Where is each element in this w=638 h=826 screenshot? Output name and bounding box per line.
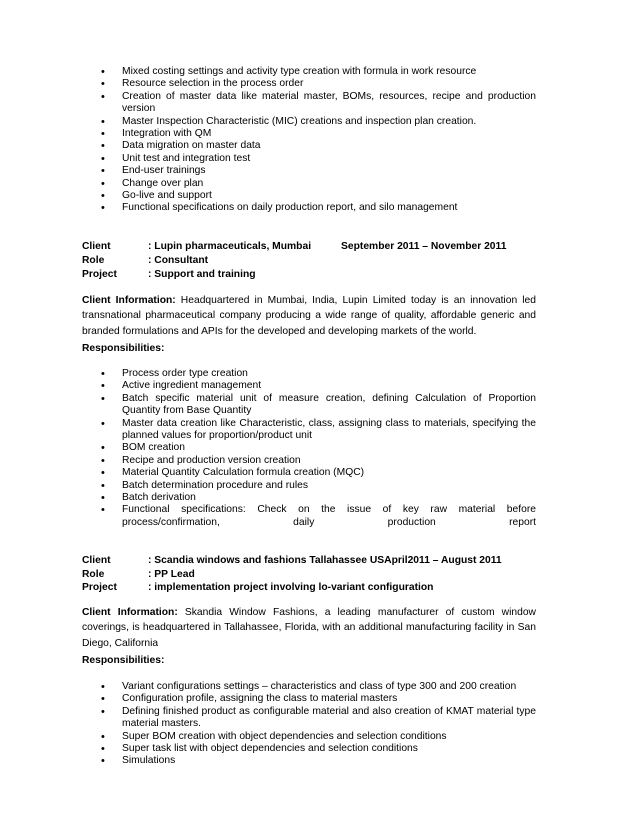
list-item: • Super BOM creation with object dependencies and selection conditions xyxy=(100,731,536,743)
project-dates: September 2011 – November 2011 xyxy=(341,241,507,252)
list-item: • Active ingredient management xyxy=(100,380,536,392)
list-item: • Master data creation like Characteristic, class, assigning class to materials, specifying the planned values for proportion/product unit xyxy=(100,418,536,443)
list-item: • Integration with QM xyxy=(100,128,536,140)
client-info-label: Client Information: xyxy=(82,607,178,618)
list-item: • Batch determination procedure and rules xyxy=(100,480,536,492)
list-item: • Go-live and support xyxy=(100,190,536,202)
client-info-text: Headquartered in Mumbai, India, Lupin Limited today is an innovation led transnational pharmaceutical company producing a wide range of quality, affordable generic and branded formulations and APIs for the developed and developing markets of the world. xyxy=(82,295,536,337)
list-item: • Functional specifications on daily production report, and silo management xyxy=(100,202,536,214)
list-item: • Variant configurations settings – characteristics and class of type 300 and 200 creation xyxy=(100,681,536,693)
project-value: : implementation project involving lo-variant configuration xyxy=(148,582,434,593)
list-item: • Master Inspection Characteristic (MIC) creations and inspection plan creation. xyxy=(100,116,536,128)
list-item: • Configuration profile, assigning the class to material masters xyxy=(100,693,536,705)
list-item: • Change over plan xyxy=(100,178,536,190)
client-label: Client xyxy=(82,555,111,566)
role-label: Role xyxy=(82,569,105,580)
client-info-label: Client Information: xyxy=(82,295,176,306)
project1-client-info xyxy=(82,293,536,339)
project2-bullet-list xyxy=(100,681,536,768)
list-item: • Material Quantity Calculation formula creation (MQC) xyxy=(100,467,536,479)
list-item: • Creation of master data like material master, BOMs, resources, recipe and production version xyxy=(100,91,536,116)
client-value: : Lupin pharmaceuticals, Mumbai xyxy=(148,241,312,252)
list-item: • Batch derivation xyxy=(100,492,536,504)
project-label: Project xyxy=(82,582,117,593)
list-item: • Mixed costing settings and activity type creation with formula in work resource xyxy=(100,66,536,78)
list-item: • Process order type creation xyxy=(100,368,536,380)
role-label: Role xyxy=(82,255,105,266)
project1-responsibilities-heading: Responsibilities: xyxy=(82,343,165,354)
list-item: • Unit test and integration test xyxy=(100,153,536,165)
client-info-text: Skandia Window Fashions, a leading manufacturer of custom window coverings, is headquartered in Tallahassee, Florida, with an additional manufacturing facility in San Diego, California xyxy=(82,607,536,649)
client-label: Client xyxy=(82,241,111,252)
list-item: • Data migration on master data xyxy=(100,140,536,152)
project2-client-info xyxy=(82,605,536,651)
project1-bullet-list xyxy=(100,368,536,529)
list-item: • End-user trainings xyxy=(100,165,536,177)
list-item: • Simulations xyxy=(100,755,536,767)
top-bullet-list xyxy=(100,66,536,215)
list-item: • Functional specifications: Check on the issue of key raw material before process/confirmation, daily production report xyxy=(100,504,536,529)
role-value: : Consultant xyxy=(148,255,209,266)
role-value: : PP Lead xyxy=(148,569,195,580)
list-item: • Resource selection in the process order xyxy=(100,78,536,90)
project-value: : Support and training xyxy=(148,269,256,280)
project-label: Project xyxy=(82,269,117,280)
list-item: • BOM creation xyxy=(100,442,536,454)
list-item: • Recipe and production version creation xyxy=(100,455,536,467)
list-item: • Super task list with object dependencies and selection conditions xyxy=(100,743,536,755)
list-item: • Batch specific material unit of measure creation, defining Calculation of Proportion Quantity from Base Quantity xyxy=(100,393,536,418)
list-item: • Defining finished product as configurable material and also creation of KMAT material type material masters. xyxy=(100,706,536,731)
project2-responsibilities-heading: Responsibilities: xyxy=(82,655,165,666)
client-value: : Scandia windows and fashions Tallahassee USApril2011 – August 2011 xyxy=(148,555,502,566)
